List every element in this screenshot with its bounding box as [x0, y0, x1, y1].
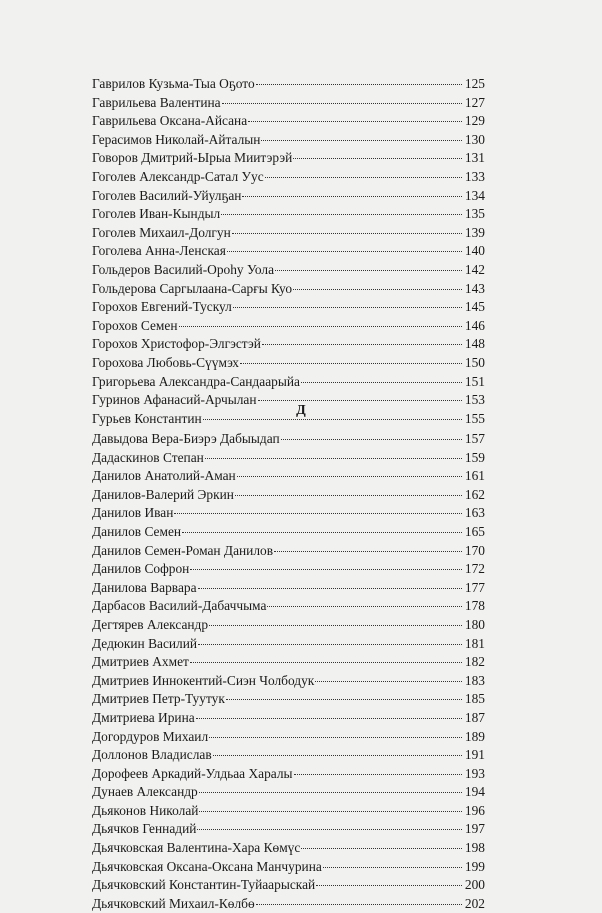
toc-entry-name: Дмитриев Иннокентий-Сиэн Чолбодук: [92, 672, 315, 688]
dot-leader: [174, 513, 462, 514]
toc-entry-page: 181: [464, 635, 485, 651]
toc-entry-page: 202: [464, 895, 485, 911]
toc-entry: [92, 876, 485, 895]
toc-entry-name: Дмитриева Ирина: [92, 709, 195, 725]
toc-entry-page: 125: [464, 76, 485, 91]
toc-entry-name: Гоголев Иван-Кындыл: [92, 206, 221, 222]
toc-entry-name: Данилов Анатолий-Аман: [92, 468, 236, 484]
toc-entry: [92, 430, 485, 449]
toc-entry-name: Гольдеров Василий-Ороһу Уола: [92, 261, 275, 277]
toc-entry-name: Гаврильева Оксана-Айсана: [92, 113, 248, 129]
toc-entry: [92, 597, 485, 616]
toc-entry-page: 165: [464, 523, 485, 539]
dot-leader: [209, 625, 462, 626]
toc-entry: [92, 94, 485, 113]
toc-section-g: [92, 75, 485, 428]
dot-leader: [262, 344, 462, 345]
toc-entry: [92, 205, 485, 224]
toc-entry-name: Гурьев Константин: [92, 410, 202, 426]
dot-leader: [205, 458, 462, 459]
dot-leader: [199, 811, 462, 812]
toc-entry: [92, 542, 485, 561]
toc-entry-name: Дегтярев Александр: [92, 616, 209, 632]
toc-entry: [92, 149, 485, 168]
toc-entry: [92, 820, 485, 839]
toc-entry: [92, 616, 485, 635]
toc-entry-name: Гольдерова Саргылаана-Сарғы Куо: [92, 280, 293, 296]
toc-entry-page: 155: [464, 410, 485, 426]
dot-leader: [256, 904, 462, 905]
toc-entry-name: Дмитриев Петр-Туутук: [92, 691, 225, 707]
toc-section-d: [92, 430, 485, 913]
toc-entry: [92, 449, 485, 468]
toc-entry-page: 129: [464, 113, 485, 129]
dot-leader: [199, 792, 462, 793]
toc-entry-name: Говоров Дмитрий-Ырыа Миитэрэй: [92, 150, 293, 166]
dot-leader: [221, 214, 462, 215]
toc-entry-name: Дьячковский Константин-Туйаарыскай: [92, 877, 316, 893]
toc-entry-page: 178: [464, 598, 485, 614]
toc-entry-page: 150: [464, 354, 485, 370]
toc-entry-name: Гоголева Анна-Ленская: [92, 243, 226, 259]
toc-entry-name: Дьячковская Валентина-Хара Көмүс: [92, 840, 301, 856]
toc-entry: [92, 895, 485, 913]
toc-entry-page: 130: [464, 131, 485, 147]
dot-leader: [227, 251, 462, 252]
section-heading-d: Д: [296, 403, 306, 418]
toc-entry-name: Горохов Семен: [92, 317, 178, 333]
toc-entry: [92, 280, 485, 299]
toc-entry-page: 191: [464, 747, 485, 763]
toc-entry-page: 182: [464, 654, 485, 670]
toc-entry-page: 157: [464, 431, 485, 446]
dot-leader: [190, 662, 462, 663]
toc-entry-page: 163: [464, 505, 485, 521]
toc-entry-name: Дмитриев Ахмет: [92, 654, 189, 670]
toc-entry-name: Горохов Евгений-Тускул: [92, 299, 232, 315]
dot-leader: [256, 84, 462, 85]
toc-entry-page: 159: [464, 449, 485, 465]
toc-entry-page: 139: [464, 224, 485, 240]
toc-entry-page: 143: [464, 280, 485, 296]
toc-entry-name: Дьяконов Николай: [92, 802, 199, 818]
toc-entry-name: Данилов-Валерий Эркин: [92, 486, 234, 502]
toc-entry-name: Доллонов Владислав: [92, 747, 212, 763]
toc-entry: [92, 298, 485, 317]
toc-entry: [92, 635, 485, 654]
toc-entry: [92, 709, 485, 728]
dot-leader: [237, 476, 462, 477]
toc-entry: [92, 579, 485, 598]
toc-entry-page: 148: [464, 336, 485, 352]
toc-entry-name: Давыдова Вера-Биэрэ Дабыыдап: [92, 431, 280, 446]
toc-entry-page: 134: [464, 187, 485, 203]
toc-entry-name: Гоголев Александр-Сатал Уус: [92, 168, 264, 184]
toc-entry-name: Гуринов Афанасий-Арчылан: [92, 392, 257, 408]
dot-leader: [275, 270, 462, 271]
toc-entry: [92, 373, 485, 392]
toc-entry-page: 194: [464, 784, 485, 800]
dot-leader: [179, 326, 463, 327]
dot-leader: [267, 606, 462, 607]
toc-entry-page: 185: [464, 691, 485, 707]
toc-entry: [92, 317, 485, 336]
toc-entry-name: Данилов Иван: [92, 505, 174, 521]
toc-entry-page: 127: [464, 94, 485, 110]
toc-entry: [92, 858, 485, 877]
toc-entry-page: 151: [464, 373, 485, 389]
toc-entry: [92, 672, 485, 691]
toc-entry-name: Дадаскинов Степан: [92, 449, 204, 465]
dot-leader: [196, 718, 462, 719]
toc-entry-name: Дедюкин Василий: [92, 635, 198, 651]
toc-entry-name: Данилов Семен-Роман Данилов: [92, 542, 274, 558]
toc-entry-name: Герасимов Николай-Айталын: [92, 131, 261, 147]
dot-leader: [197, 829, 462, 830]
dot-leader: [316, 885, 462, 886]
dot-leader: [226, 699, 462, 700]
toc-entry-name: Дунаев Александр: [92, 784, 198, 800]
toc-entry-page: 161: [464, 468, 485, 484]
toc-entry-page: 146: [464, 317, 485, 333]
dot-leader: [281, 439, 462, 440]
toc-entry: [92, 746, 485, 765]
toc-entry: [92, 335, 485, 354]
dot-leader: [258, 400, 463, 401]
dot-leader: [301, 848, 462, 849]
toc-entry-page: 200: [464, 877, 485, 893]
toc-entry-name: Данилов Семен: [92, 523, 182, 539]
dot-leader: [240, 363, 462, 364]
toc-entry: [92, 653, 485, 672]
toc-entry-page: 135: [464, 206, 485, 222]
dot-leader: [182, 532, 462, 533]
toc-entry-page: 196: [464, 802, 485, 818]
toc-entry-name: Дарбасов Василий-Дабаччыма: [92, 598, 267, 614]
toc-entry-page: 162: [464, 486, 485, 502]
toc-entry-page: 180: [464, 616, 485, 632]
dot-leader: [248, 121, 462, 122]
toc-entry: [92, 560, 485, 579]
toc-entry: [92, 783, 485, 802]
toc-entry: [92, 242, 485, 261]
toc-entry-page: 198: [464, 840, 485, 856]
toc-entry-page: 140: [464, 243, 485, 259]
toc-entry-name: Гаврильева Валентина: [92, 94, 221, 110]
toc-entry: [92, 131, 485, 150]
dot-leader: [209, 737, 462, 738]
toc-entry-name: Дьячков Геннадий: [92, 821, 197, 837]
toc-entry-page: 189: [464, 728, 485, 744]
toc-entry-page: 170: [464, 542, 485, 558]
toc-entry-page: 187: [464, 709, 485, 725]
toc-entry-name: Дорофеев Аркадий-Улдьаа Харалы: [92, 765, 293, 781]
dot-leader: [213, 755, 462, 756]
dot-leader: [222, 103, 462, 104]
toc-entry: [92, 467, 485, 486]
toc-entry-name: Догордуров Михаил: [92, 728, 209, 744]
toc-entry-page: 131: [464, 150, 485, 166]
dot-leader: [293, 158, 462, 159]
toc-entry: [92, 354, 485, 373]
toc-entry: [92, 75, 485, 94]
toc-entry-page: 153: [464, 392, 485, 408]
toc-entry-page: 142: [464, 261, 485, 277]
dot-leader: [315, 681, 462, 682]
toc-entry-name: Дьячковский Михаил-Көлбө: [92, 895, 255, 911]
toc-entry: [92, 187, 485, 206]
toc-entry: [92, 802, 485, 821]
dot-leader: [261, 140, 462, 141]
dot-leader: [242, 196, 462, 197]
toc-entry-name: Данилова Варвара: [92, 579, 197, 595]
dot-leader: [265, 177, 462, 178]
dot-leader: [198, 644, 462, 645]
toc-entry-page: 133: [464, 168, 485, 184]
toc-entry-page: 177: [464, 579, 485, 595]
dot-leader: [232, 233, 462, 234]
dot-leader: [301, 382, 462, 383]
dot-leader: [190, 569, 462, 570]
toc-entry-name: Гоголев Михаил-Долгун: [92, 224, 231, 240]
toc-entry: [92, 486, 485, 505]
dot-leader: [198, 588, 462, 589]
dot-leader: [293, 289, 462, 290]
toc-entry-page: 183: [464, 672, 485, 688]
toc-entry: [92, 168, 485, 187]
toc-entry-page: 193: [464, 765, 485, 781]
dot-leader: [235, 495, 462, 496]
toc-entry-name: Горохов Христофор-Элгэстэй: [92, 336, 261, 352]
dot-leader: [233, 307, 462, 308]
toc-entry: [92, 523, 485, 542]
toc-entry-page: 197: [464, 821, 485, 837]
toc-entry: [92, 224, 485, 243]
dot-leader: [274, 551, 462, 552]
toc-entry-name: Гоголев Василий-Уйулҕан: [92, 187, 242, 203]
toc-entry: [92, 839, 485, 858]
toc-entry-name: Данилов Софрон: [92, 561, 190, 577]
toc-entry: [92, 765, 485, 784]
toc-entry: [92, 504, 485, 523]
toc-entry: [92, 728, 485, 747]
toc-entry: [92, 261, 485, 280]
dot-leader: [323, 867, 462, 868]
toc-entry: [92, 690, 485, 709]
toc-entry: [92, 112, 485, 131]
toc-entry-name: Дьячковская Оксана-Оксана Манчурина: [92, 858, 322, 874]
toc-entry-name: Григорьева Александра-Сандаарыйа: [92, 373, 300, 389]
toc-entry-page: 172: [464, 561, 485, 577]
toc-entry-name: Гаврилов Кузьма-Тыа Оҕото: [92, 76, 255, 91]
dot-leader: [294, 774, 462, 775]
toc-entry-page: 199: [464, 858, 485, 874]
toc-entry-page: 145: [464, 299, 485, 315]
toc-entry-name: Горохова Любовь-Сүүмэх: [92, 354, 239, 370]
